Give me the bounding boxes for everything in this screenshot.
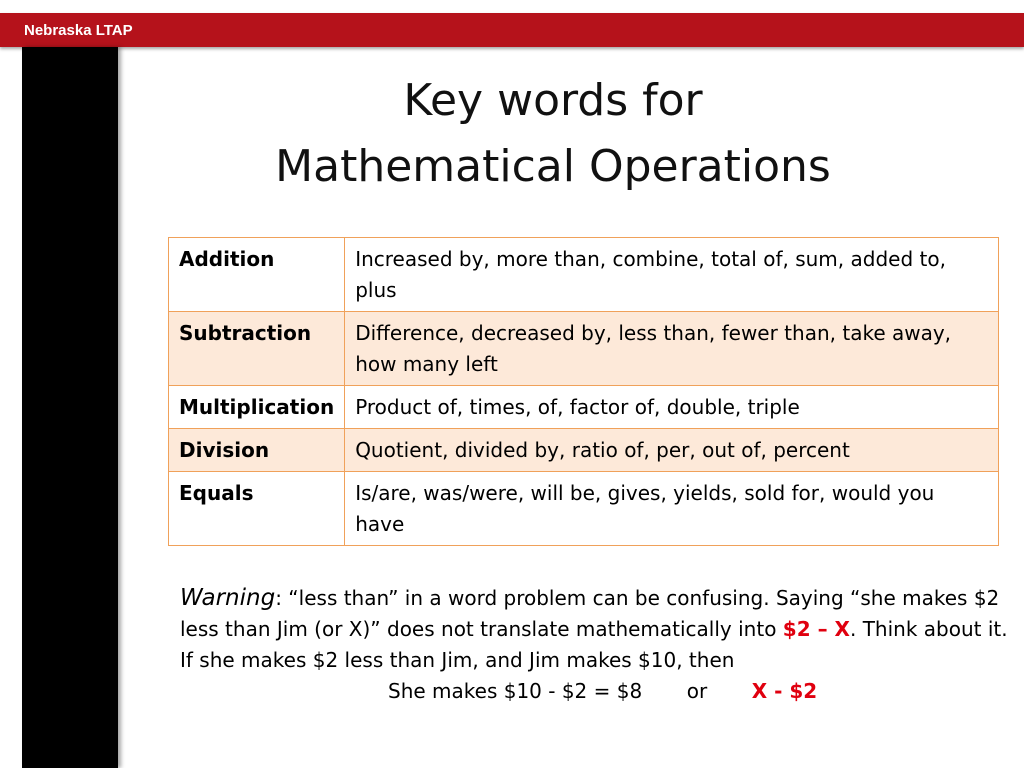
org-name: Nebraska LTAP <box>24 22 133 39</box>
operation-keywords: Quotient, divided by, ratio of, per, out of, percent <box>345 429 999 472</box>
operation-keywords: Increased by, more than, combine, total of, sum, added to, plus <box>345 238 999 312</box>
title-line-1: Key words for <box>403 75 703 126</box>
slide-title <box>200 68 906 200</box>
side-bar <box>22 47 118 768</box>
top-margin <box>0 0 1024 13</box>
warning-label: Warning <box>180 585 276 611</box>
table-row <box>169 429 999 472</box>
warning-text-1: “less than” in a word problem can be confusing. Saying “she makes $2 less than Jim (or X)” does not translate mathematically into <box>180 586 1000 641</box>
final-or: or <box>686 679 708 703</box>
final-line <box>180 676 1010 707</box>
operation-term: Equals <box>169 472 345 546</box>
operation-term: Division <box>169 429 345 472</box>
warning-highlight-1: $2 – X <box>782 617 850 641</box>
warning-highlight-2: X - $2 <box>751 679 818 703</box>
operation-keywords: Difference, decreased by, less than, fewer than, take away, how many left <box>345 312 999 386</box>
table-row <box>169 238 999 312</box>
table-row <box>169 472 999 546</box>
table-row <box>169 312 999 386</box>
title-line-2: Mathematical Operations <box>275 141 831 192</box>
operation-term: Multiplication <box>169 386 345 429</box>
warning-colon: : <box>275 586 289 610</box>
operation-term: Subtraction <box>169 312 345 386</box>
warning-text-2: . Think about it. If she makes $2 less than Jim, and Jim makes $10, then <box>180 617 1008 672</box>
keywords-table <box>168 237 999 546</box>
operation-keywords: Product of, times, of, factor of, double, triple <box>345 386 999 429</box>
operation-term: Addition <box>169 238 345 312</box>
final-equation: She makes $10 - $2 = $8 <box>388 679 643 703</box>
table-row <box>169 386 999 429</box>
header-bar <box>0 13 1024 47</box>
operation-keywords: Is/are, was/were, will be, gives, yields, sold for, would you have <box>345 472 999 546</box>
warning-paragraph <box>180 583 1010 707</box>
